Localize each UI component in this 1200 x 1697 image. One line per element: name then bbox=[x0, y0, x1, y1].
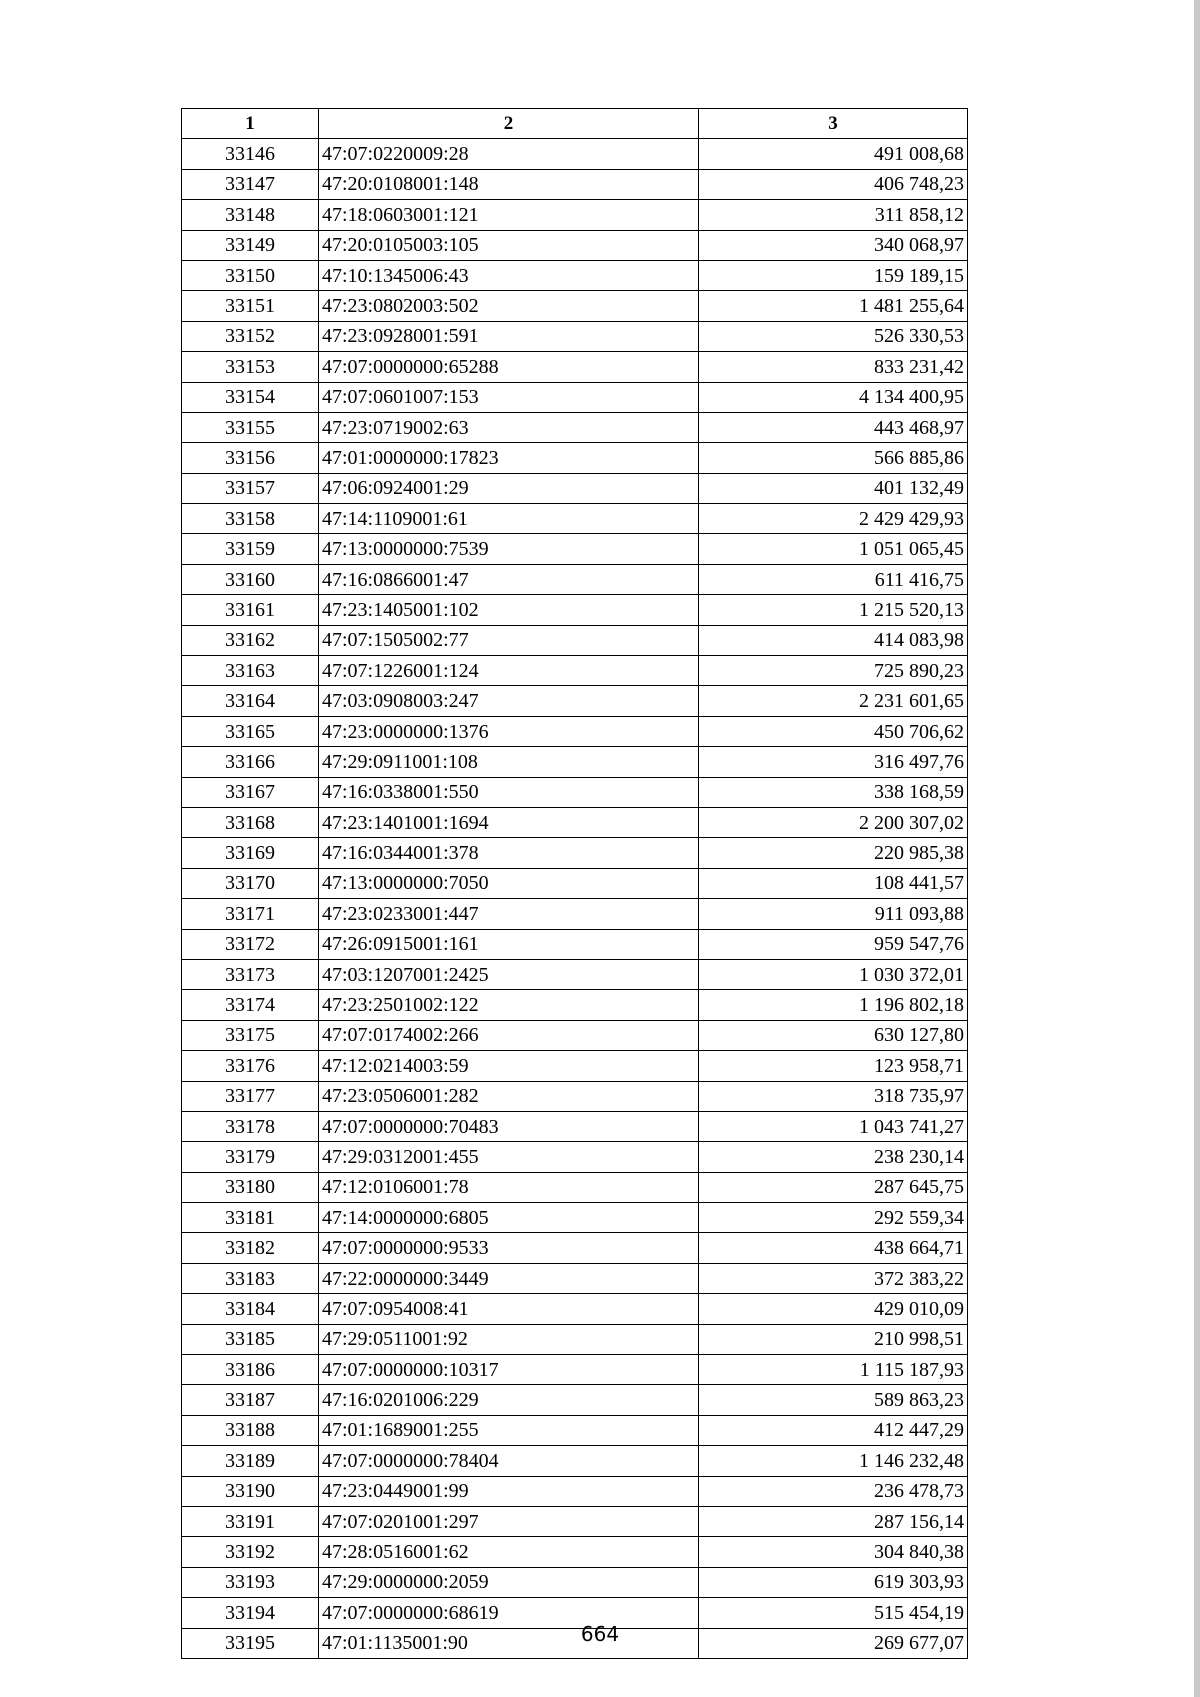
value-cell: 269 677,07 bbox=[699, 1628, 968, 1658]
table-body bbox=[182, 139, 968, 1659]
value-cell: 372 383,22 bbox=[699, 1263, 968, 1293]
value-cell: 236 478,73 bbox=[699, 1476, 968, 1506]
value-cell: 526 330,53 bbox=[699, 321, 968, 351]
value-cell: 566 885,86 bbox=[699, 443, 968, 473]
value-cell: 1 196 802,18 bbox=[699, 990, 968, 1020]
table-row bbox=[182, 1051, 968, 1081]
row-number-cell: 33166 bbox=[182, 747, 319, 777]
table-row bbox=[182, 230, 968, 260]
value-cell: 123 958,71 bbox=[699, 1051, 968, 1081]
value-cell: 318 735,97 bbox=[699, 1081, 968, 1111]
table-row bbox=[182, 169, 968, 199]
cadastral-number-cell: 47:29:0312001:455 bbox=[319, 1142, 699, 1172]
row-number-cell: 33149 bbox=[182, 230, 319, 260]
cadastral-number-cell: 47:07:0000000:68619 bbox=[319, 1598, 699, 1628]
cadastral-number-cell: 47:23:1401001:1694 bbox=[319, 807, 699, 837]
cadastral-number-cell: 47:07:0000000:9533 bbox=[319, 1233, 699, 1263]
value-cell: 515 454,19 bbox=[699, 1598, 968, 1628]
page-edge bbox=[1194, 0, 1200, 1697]
row-number-cell: 33191 bbox=[182, 1506, 319, 1536]
cadastral-number-cell: 47:03:1207001:2425 bbox=[319, 959, 699, 989]
row-number-cell: 33160 bbox=[182, 564, 319, 594]
value-cell: 159 189,15 bbox=[699, 260, 968, 290]
table-row bbox=[182, 838, 968, 868]
table-row bbox=[182, 1111, 968, 1141]
row-number-cell: 33180 bbox=[182, 1172, 319, 1202]
cadastral-number-cell: 47:20:0105003:105 bbox=[319, 230, 699, 260]
cadastral-number-cell: 47:07:0601007:153 bbox=[319, 382, 699, 412]
cadastral-number-cell: 47:07:0220009:28 bbox=[319, 139, 699, 169]
row-number-cell: 33185 bbox=[182, 1324, 319, 1354]
cadastral-number-cell: 47:22:0000000:3449 bbox=[319, 1263, 699, 1293]
table-row bbox=[182, 868, 968, 898]
table-row bbox=[182, 959, 968, 989]
row-number-cell: 33184 bbox=[182, 1294, 319, 1324]
row-number-cell: 33171 bbox=[182, 899, 319, 929]
value-cell: 340 068,97 bbox=[699, 230, 968, 260]
cadastral-number-cell: 47:23:0928001:591 bbox=[319, 321, 699, 351]
value-cell: 1 146 232,48 bbox=[699, 1446, 968, 1476]
row-number-cell: 33190 bbox=[182, 1476, 319, 1506]
value-cell: 611 416,75 bbox=[699, 564, 968, 594]
value-cell: 1 215 520,13 bbox=[699, 595, 968, 625]
row-number-cell: 33153 bbox=[182, 352, 319, 382]
value-cell: 619 303,93 bbox=[699, 1567, 968, 1597]
cadastral-number-cell: 47:26:0915001:161 bbox=[319, 929, 699, 959]
row-number-cell: 33159 bbox=[182, 534, 319, 564]
value-cell: 491 008,68 bbox=[699, 139, 968, 169]
table-row bbox=[182, 990, 968, 1020]
table-row bbox=[182, 656, 968, 686]
row-number-cell: 33164 bbox=[182, 686, 319, 716]
header-cell-2: 2 bbox=[319, 109, 699, 139]
row-number-cell: 33152 bbox=[182, 321, 319, 351]
cadastral-number-cell: 47:16:0344001:378 bbox=[319, 838, 699, 868]
table-row bbox=[182, 929, 968, 959]
value-cell: 438 664,71 bbox=[699, 1233, 968, 1263]
table-row bbox=[182, 716, 968, 746]
row-number-cell: 33176 bbox=[182, 1051, 319, 1081]
table-row bbox=[182, 1415, 968, 1445]
cadastral-number-cell: 47:14:1109001:61 bbox=[319, 504, 699, 534]
cadastral-number-cell: 47:23:0449001:99 bbox=[319, 1476, 699, 1506]
value-cell: 338 168,59 bbox=[699, 777, 968, 807]
value-cell: 292 559,34 bbox=[699, 1203, 968, 1233]
table-row bbox=[182, 473, 968, 503]
table-row bbox=[182, 625, 968, 655]
row-number-cell: 33194 bbox=[182, 1598, 319, 1628]
table-row bbox=[182, 1567, 968, 1597]
cadastral-number-cell: 47:01:0000000:17823 bbox=[319, 443, 699, 473]
row-number-cell: 33188 bbox=[182, 1415, 319, 1445]
value-cell: 725 890,23 bbox=[699, 656, 968, 686]
cadastral-number-cell: 47:01:1689001:255 bbox=[319, 1415, 699, 1445]
table-row bbox=[182, 1324, 968, 1354]
header-row bbox=[182, 109, 968, 139]
cadastral-number-cell: 47:23:0719002:63 bbox=[319, 412, 699, 442]
table-row bbox=[182, 595, 968, 625]
value-cell: 1 051 065,45 bbox=[699, 534, 968, 564]
table-row bbox=[182, 534, 968, 564]
page-number: 664 bbox=[580, 1622, 620, 1646]
table-row bbox=[182, 1294, 968, 1324]
table-row bbox=[182, 352, 968, 382]
value-cell: 443 468,97 bbox=[699, 412, 968, 442]
cadastral-number-cell: 47:10:1345006:43 bbox=[319, 260, 699, 290]
row-number-cell: 33193 bbox=[182, 1567, 319, 1597]
row-number-cell: 33181 bbox=[182, 1203, 319, 1233]
row-number-cell: 33192 bbox=[182, 1537, 319, 1567]
table-row bbox=[182, 1142, 968, 1172]
table-row bbox=[182, 1081, 968, 1111]
table-row bbox=[182, 1476, 968, 1506]
row-number-cell: 33156 bbox=[182, 443, 319, 473]
cadastral-number-cell: 47:07:1505002:77 bbox=[319, 625, 699, 655]
cadastral-number-cell: 47:28:0516001:62 bbox=[319, 1537, 699, 1567]
value-cell: 311 858,12 bbox=[699, 200, 968, 230]
cadastral-number-cell: 47:07:0201001:297 bbox=[319, 1506, 699, 1536]
row-number-cell: 33146 bbox=[182, 139, 319, 169]
cadastral-number-cell: 47:03:0908003:247 bbox=[319, 686, 699, 716]
table-row bbox=[182, 1446, 968, 1476]
cadastral-number-cell: 47:13:0000000:7050 bbox=[319, 868, 699, 898]
table-row bbox=[182, 443, 968, 473]
cadastral-number-cell: 47:13:0000000:7539 bbox=[319, 534, 699, 564]
cadastral-number-cell: 47:07:0000000:70483 bbox=[319, 1111, 699, 1141]
cadastral-number-cell: 47:29:0911001:108 bbox=[319, 747, 699, 777]
value-cell: 414 083,98 bbox=[699, 625, 968, 655]
cadastral-number-cell: 47:16:0338001:550 bbox=[319, 777, 699, 807]
cadastral-number-cell: 47:07:0000000:78404 bbox=[319, 1446, 699, 1476]
header-cell-1: 1 bbox=[182, 109, 319, 139]
value-cell: 450 706,62 bbox=[699, 716, 968, 746]
table-row bbox=[182, 807, 968, 837]
value-cell: 287 645,75 bbox=[699, 1172, 968, 1202]
row-number-cell: 33168 bbox=[182, 807, 319, 837]
table-row bbox=[182, 1172, 968, 1202]
data-table bbox=[181, 108, 968, 1659]
cadastral-number-cell: 47:01:1135001:90 bbox=[319, 1628, 699, 1658]
row-number-cell: 33151 bbox=[182, 291, 319, 321]
value-cell: 1 030 372,01 bbox=[699, 959, 968, 989]
row-number-cell: 33158 bbox=[182, 504, 319, 534]
cadastral-number-cell: 47:12:0214003:59 bbox=[319, 1051, 699, 1081]
table-row bbox=[182, 686, 968, 716]
cadastral-number-cell: 47:14:0000000:6805 bbox=[319, 1203, 699, 1233]
row-number-cell: 33147 bbox=[182, 169, 319, 199]
row-number-cell: 33150 bbox=[182, 260, 319, 290]
row-number-cell: 33189 bbox=[182, 1446, 319, 1476]
row-number-cell: 33172 bbox=[182, 929, 319, 959]
cadastral-number-cell: 47:07:0000000:65288 bbox=[319, 352, 699, 382]
table-row bbox=[182, 1537, 968, 1567]
cadastral-number-cell: 47:23:0233001:447 bbox=[319, 899, 699, 929]
table-row bbox=[182, 1203, 968, 1233]
table-row bbox=[182, 321, 968, 351]
table-row bbox=[182, 747, 968, 777]
table-row bbox=[182, 1355, 968, 1385]
table-row bbox=[182, 291, 968, 321]
cadastral-number-cell: 47:07:0000000:10317 bbox=[319, 1355, 699, 1385]
row-number-cell: 33148 bbox=[182, 200, 319, 230]
row-number-cell: 33162 bbox=[182, 625, 319, 655]
value-cell: 1 481 255,64 bbox=[699, 291, 968, 321]
row-number-cell: 33174 bbox=[182, 990, 319, 1020]
cadastral-number-cell: 47:18:0603001:121 bbox=[319, 200, 699, 230]
row-number-cell: 33167 bbox=[182, 777, 319, 807]
table-row bbox=[182, 1263, 968, 1293]
row-number-cell: 33182 bbox=[182, 1233, 319, 1263]
value-cell: 1 115 187,93 bbox=[699, 1355, 968, 1385]
table-row bbox=[182, 1506, 968, 1536]
value-cell: 911 093,88 bbox=[699, 899, 968, 929]
table-row bbox=[182, 139, 968, 169]
value-cell: 220 985,38 bbox=[699, 838, 968, 868]
value-cell: 1 043 741,27 bbox=[699, 1111, 968, 1141]
table-row bbox=[182, 564, 968, 594]
table-row bbox=[182, 1385, 968, 1415]
value-cell: 406 748,23 bbox=[699, 169, 968, 199]
row-number-cell: 33161 bbox=[182, 595, 319, 625]
value-cell: 108 441,57 bbox=[699, 868, 968, 898]
value-cell: 304 840,38 bbox=[699, 1537, 968, 1567]
cadastral-number-cell: 47:06:0924001:29 bbox=[319, 473, 699, 503]
value-cell: 316 497,76 bbox=[699, 747, 968, 777]
row-number-cell: 33170 bbox=[182, 868, 319, 898]
row-number-cell: 33177 bbox=[182, 1081, 319, 1111]
value-cell: 4 134 400,95 bbox=[699, 382, 968, 412]
table-header bbox=[182, 109, 968, 139]
value-cell: 401 132,49 bbox=[699, 473, 968, 503]
row-number-cell: 33187 bbox=[182, 1385, 319, 1415]
value-cell: 287 156,14 bbox=[699, 1506, 968, 1536]
row-number-cell: 33165 bbox=[182, 716, 319, 746]
row-number-cell: 33154 bbox=[182, 382, 319, 412]
cadastral-number-cell: 47:23:0802003:502 bbox=[319, 291, 699, 321]
value-cell: 833 231,42 bbox=[699, 352, 968, 382]
value-cell: 2 429 429,93 bbox=[699, 504, 968, 534]
row-number-cell: 33163 bbox=[182, 656, 319, 686]
table-row bbox=[182, 777, 968, 807]
row-number-cell: 33157 bbox=[182, 473, 319, 503]
table-row bbox=[182, 200, 968, 230]
value-cell: 959 547,76 bbox=[699, 929, 968, 959]
cadastral-number-cell: 47:07:0174002:266 bbox=[319, 1020, 699, 1050]
value-cell: 412 447,29 bbox=[699, 1415, 968, 1445]
header-cell-3: 3 bbox=[699, 109, 968, 139]
cadastral-number-cell: 47:23:1405001:102 bbox=[319, 595, 699, 625]
row-number-cell: 33195 bbox=[182, 1628, 319, 1658]
cadastral-number-cell: 47:23:2501002:122 bbox=[319, 990, 699, 1020]
value-cell: 238 230,14 bbox=[699, 1142, 968, 1172]
row-number-cell: 33183 bbox=[182, 1263, 319, 1293]
value-cell: 2 231 601,65 bbox=[699, 686, 968, 716]
cadastral-number-cell: 47:29:0000000:2059 bbox=[319, 1567, 699, 1597]
value-cell: 589 863,23 bbox=[699, 1385, 968, 1415]
value-cell: 2 200 307,02 bbox=[699, 807, 968, 837]
row-number-cell: 33186 bbox=[182, 1355, 319, 1385]
cadastral-number-cell: 47:23:0506001:282 bbox=[319, 1081, 699, 1111]
cadastral-number-cell: 47:12:0106001:78 bbox=[319, 1172, 699, 1202]
table-row bbox=[182, 412, 968, 442]
value-cell: 630 127,80 bbox=[699, 1020, 968, 1050]
cadastral-number-cell: 47:07:1226001:124 bbox=[319, 656, 699, 686]
value-cell: 210 998,51 bbox=[699, 1324, 968, 1354]
table-row bbox=[182, 260, 968, 290]
table-row bbox=[182, 1020, 968, 1050]
cadastral-number-cell: 47:16:0201006:229 bbox=[319, 1385, 699, 1415]
row-number-cell: 33169 bbox=[182, 838, 319, 868]
cadastral-number-cell: 47:07:0954008:41 bbox=[319, 1294, 699, 1324]
value-cell: 429 010,09 bbox=[699, 1294, 968, 1324]
cadastral-number-cell: 47:29:0511001:92 bbox=[319, 1324, 699, 1354]
table-row bbox=[182, 504, 968, 534]
row-number-cell: 33173 bbox=[182, 959, 319, 989]
row-number-cell: 33175 bbox=[182, 1020, 319, 1050]
table-row bbox=[182, 382, 968, 412]
table-row bbox=[182, 899, 968, 929]
table-row bbox=[182, 1233, 968, 1263]
row-number-cell: 33178 bbox=[182, 1111, 319, 1141]
cadastral-number-cell: 47:16:0866001:47 bbox=[319, 564, 699, 594]
row-number-cell: 33179 bbox=[182, 1142, 319, 1172]
cadastral-number-cell: 47:20:0108001:148 bbox=[319, 169, 699, 199]
row-number-cell: 33155 bbox=[182, 412, 319, 442]
cadastral-number-cell: 47:23:0000000:1376 bbox=[319, 716, 699, 746]
